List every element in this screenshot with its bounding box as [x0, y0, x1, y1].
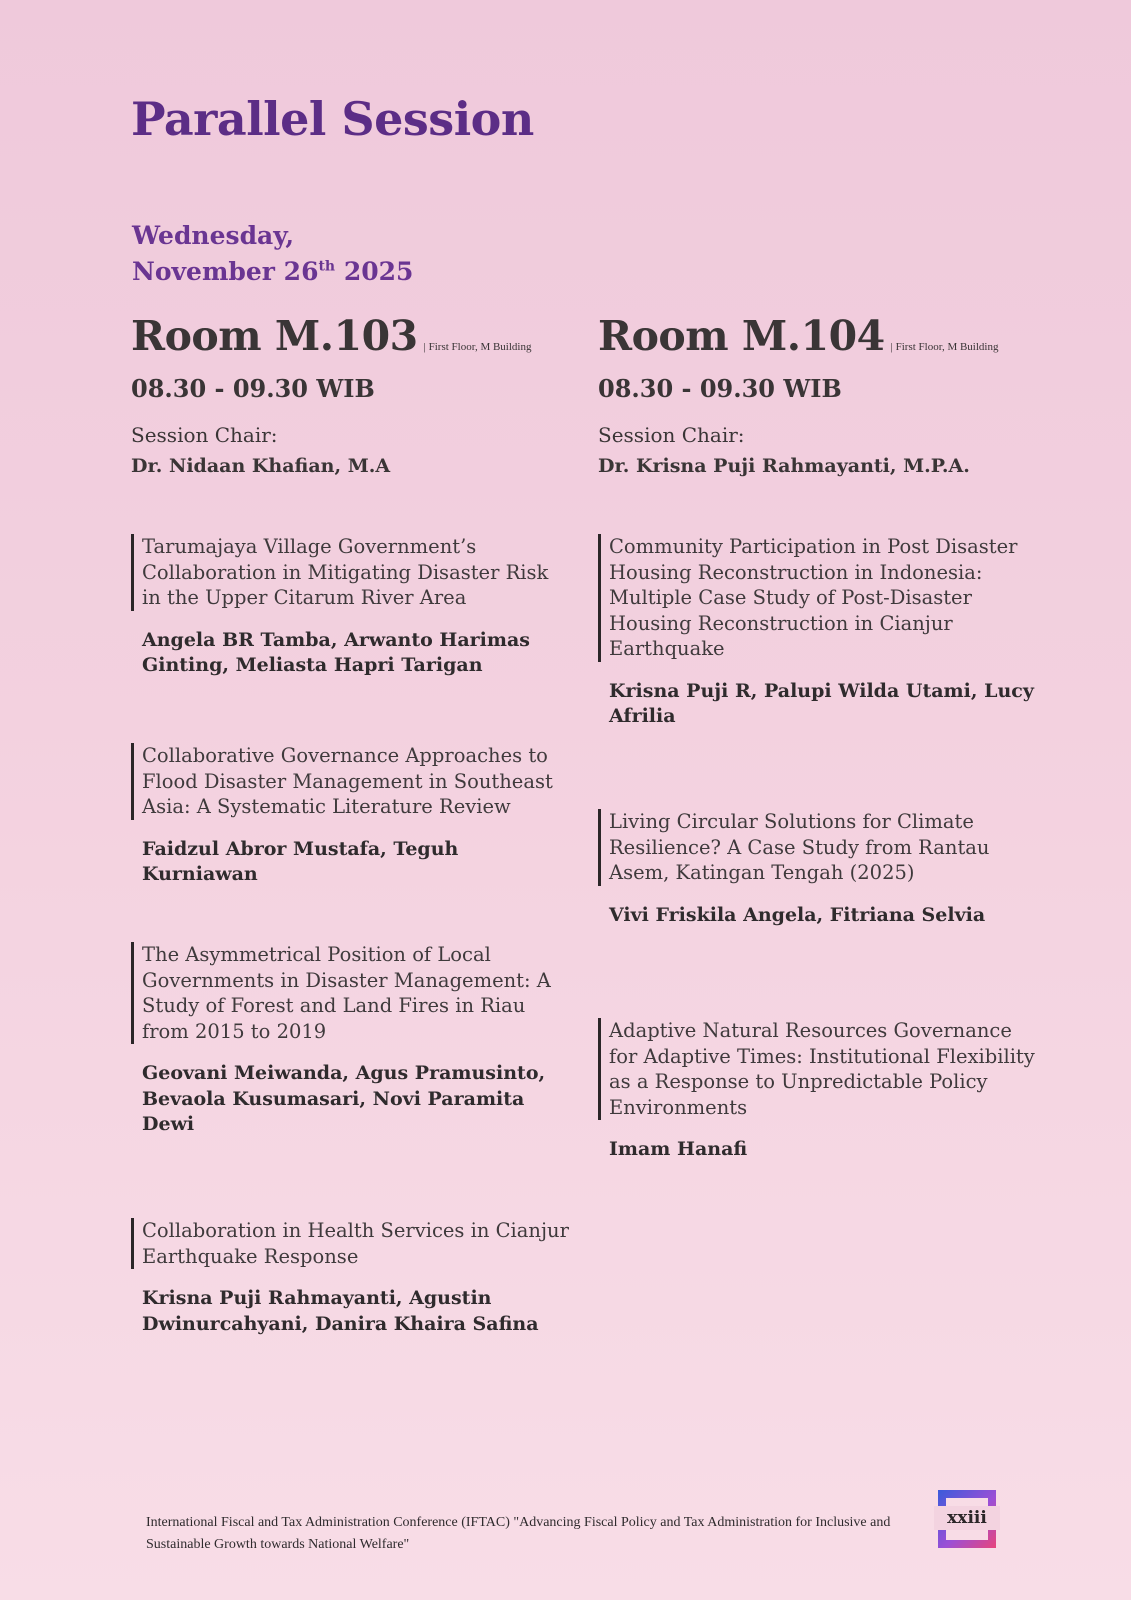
- room-location: | First Floor, M Building: [423, 341, 532, 353]
- paper-authors: Geovani Meiwanda, Agus Pramusinto, Bevaola Kusumasari, Novi Paramita Dewi: [142, 1062, 546, 1135]
- paper-authors: Angela BR Tamba, Arwanto Harimas Ginting, Meliasta Hapri Tarigan: [142, 628, 530, 676]
- paper-title: Tarumajaya Village Government’s Collaboration in Mitigating Disaster Risk in the Upper Citarum River Area: [131, 534, 571, 611]
- paper-authors: Vivi Friskila Angela, Fitriana Selvia: [609, 903, 986, 926]
- session-date: [132, 218, 413, 290]
- paper-title: Collaborative Governance Approaches to Flood Disaster Management in Southeast Asia: A Systematic Literature Review: [131, 743, 571, 820]
- paper-title: Living Circular Solutions for Climate Resilience? A Case Study from Rantau Asem, Katingan Tengah (2025): [598, 809, 1038, 886]
- paper-title: The Asymmetrical Position of Local Governments in Disaster Management: A Study of Forest and Land Fires in Riau from 2015 to 2019: [131, 942, 571, 1044]
- paper-entry: [598, 534, 1038, 730]
- paper-title: Collaboration in Health Services in Cianjur Earthquake Response: [131, 1218, 571, 1269]
- page-title: Parallel Session: [131, 92, 534, 146]
- paper-title: Community Participation in Post Disaster Housing Reconstruction in Indonesia: Multiple Case Study of Post-Disaster Housing Reconstruction in Cianjur Earthquake: [598, 534, 1038, 662]
- paper-entry: [598, 809, 1038, 928]
- paper-entry: [131, 534, 571, 679]
- date-full: November 26th 2025: [132, 257, 414, 286]
- room-name: Room M.103: [131, 312, 418, 360]
- paper-authors: Imam Hanafi: [609, 1138, 748, 1160]
- room-column-m103: [131, 312, 571, 1335]
- paper-entry: [131, 1218, 571, 1337]
- paper-title: Adaptive Natural Resources Governance for Adaptive Times: Institutional Flexibility as a Response to Unpredictable Policy Environments: [598, 1018, 1038, 1120]
- session-chair-label: Session Chair:: [131, 423, 278, 447]
- room-location: | First Floor, M Building: [890, 341, 999, 353]
- session-chair-name: Dr. Nidaan Khafian, M.A: [131, 455, 391, 477]
- room-column-m104: [598, 312, 1038, 1160]
- session-time: 08.30 - 09.30 WIB: [131, 374, 375, 403]
- paper-entry: [131, 942, 571, 1138]
- session-time: 08.30 - 09.30 WIB: [598, 374, 842, 403]
- paper-entry: [131, 743, 571, 888]
- room-heading: [131, 312, 571, 360]
- date-weekday: Wednesday,: [132, 221, 295, 250]
- page-number-badge: [934, 1486, 1000, 1552]
- room-heading: [598, 312, 1038, 360]
- paper-authors: Krisna Puji Rahmayanti, Agustin Dwinurcahyani, Danira Khaira Safina: [142, 1287, 539, 1335]
- room-name: Room M.104: [598, 312, 885, 360]
- paper-authors: Faidzul Abror Mustafa, Teguh Kurniawan: [142, 837, 459, 885]
- paper-entry: [598, 1018, 1038, 1163]
- page-number: xxiii: [934, 1506, 1000, 1530]
- paper-authors: Krisna Puji R, Palupi Wilda Utami, Lucy Afrilia: [609, 679, 1034, 727]
- session-chair-label: Session Chair:: [598, 423, 745, 447]
- footer-text: International Fiscal and Tax Administration Conference (IFTAC) "Advancing Fiscal Policy and Tax Administration for Inclusive and Sustainable Growth towards National Welfare": [146, 1515, 891, 1552]
- session-chair-name: Dr. Krisna Puji Rahmayanti, M.P.A.: [598, 455, 970, 477]
